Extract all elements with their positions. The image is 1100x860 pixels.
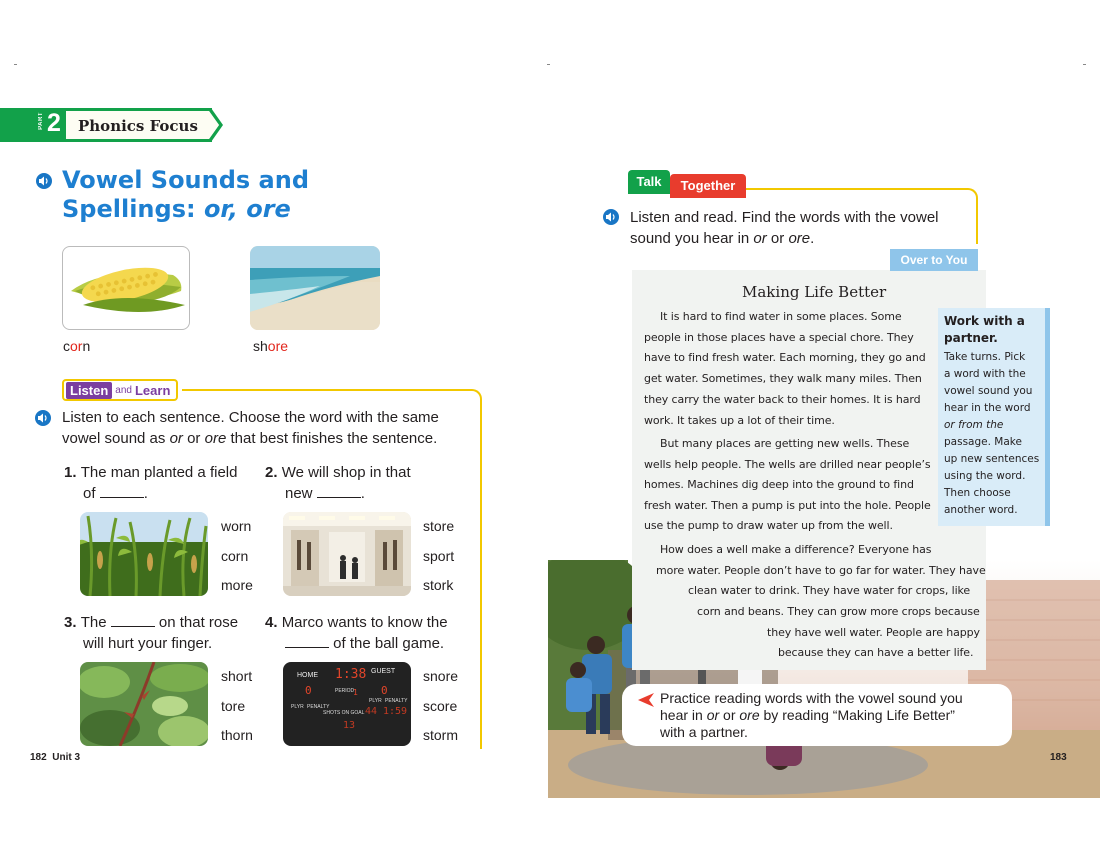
- scoreboard-penalty-left: PENALTY: [307, 704, 330, 710]
- key-word-corn: [63, 338, 90, 354]
- over-to-you-line: or from the: [944, 419, 1004, 431]
- question-line: [265, 612, 448, 633]
- page-folio-right: 183: [1050, 752, 1067, 763]
- choice[interactable]: thorn: [221, 727, 253, 743]
- question-line: [265, 633, 448, 654]
- question-line: [265, 462, 411, 483]
- key-word-part: sh: [253, 338, 268, 354]
- choice[interactable]: score: [423, 698, 458, 714]
- instruction-text: .: [810, 230, 815, 247]
- question-text: .: [143, 485, 148, 502]
- instruction-text: vowel sound as: [62, 430, 170, 447]
- spelling-or: or: [706, 707, 720, 723]
- choice[interactable]: snore: [423, 668, 459, 684]
- over-to-you-line: vowel sound you: [944, 385, 1033, 397]
- key-word-highlight: or: [70, 338, 83, 354]
- passage-line: corn and beans. They can grow more crops because: [697, 605, 980, 618]
- practice-fragment: hear in: [660, 707, 707, 723]
- over-to-you-line: Then choose: [944, 487, 1011, 499]
- scoreboard-guest: GUEST: [371, 668, 396, 675]
- scoreboard-time: 1:38: [335, 667, 367, 682]
- title-line-1: Vowel Sounds and: [62, 166, 310, 194]
- red-arrow-icon: [638, 693, 656, 707]
- choice[interactable]: worn: [221, 518, 252, 534]
- spelling-or: or: [169, 430, 183, 447]
- question-number: 2.: [265, 464, 278, 481]
- instruction-line-2: [62, 428, 439, 449]
- practice-line-1: Practice reading words with the vowel sound you: [660, 690, 963, 706]
- passage-line: work. It takes up a lot of their time.: [644, 414, 835, 427]
- page-folio-left: 182 Unit 3: [30, 752, 81, 763]
- question-line: will hurt your finger.: [83, 635, 213, 652]
- choice[interactable]: corn: [221, 548, 249, 564]
- scoreboard-shots-label: SHOTS ON GOAL: [323, 710, 365, 716]
- spelling-ore: ore: [788, 230, 811, 247]
- question-3: [64, 612, 238, 654]
- choice[interactable]: store: [423, 518, 455, 534]
- instruction-line-1: Listen and read. Find the words with the vowel: [630, 209, 939, 226]
- choice[interactable]: more: [221, 577, 253, 593]
- question-number: 4.: [265, 614, 278, 631]
- question-1: [64, 462, 237, 504]
- passage-line: more water. People don’t have to go far for water. They have: [656, 564, 986, 577]
- passage-line: wells help people. The wells are drilled near people’s: [644, 458, 931, 471]
- scoreboard-shots-home: 13: [343, 720, 356, 731]
- scoreboard-plyr-left: PLYR: [291, 704, 304, 710]
- question-text: new: [285, 485, 313, 502]
- question-line: [64, 483, 237, 504]
- over-to-you-line: hear in the word: [944, 402, 1031, 414]
- question-text: .: [360, 485, 365, 502]
- section-label-text: Phonics Focus: [78, 117, 198, 135]
- title-line-2: [62, 195, 309, 224]
- question-text: We will shop in that: [281, 464, 411, 481]
- corn-photo: [62, 246, 190, 330]
- over-to-you-heading-line: partner.: [944, 331, 998, 345]
- scoreboard-clock2: 1:59: [383, 706, 408, 717]
- together-label: Together: [670, 174, 746, 198]
- page-title: [62, 166, 309, 224]
- scoreboard-guest-score: 0: [381, 684, 388, 697]
- question-text: of the ball game.: [333, 635, 445, 652]
- passage-line: people in those places have a special chore. They: [644, 331, 914, 344]
- over-to-you-line: up new sentences: [944, 453, 1040, 465]
- instruction-text: that best finishes the sentence.: [226, 430, 438, 447]
- scoreboard-home: HOME: [297, 672, 318, 679]
- instruction-text: or: [766, 230, 789, 247]
- over-to-you-line: Take turns. Pick: [944, 351, 1026, 363]
- banner-arrow-icon: [208, 108, 224, 142]
- question-text: on that rose: [158, 614, 239, 631]
- speaker-icon[interactable]: [603, 209, 619, 225]
- practice-line-2: [660, 707, 963, 724]
- crop-mark: [1083, 64, 1086, 65]
- instruction-text: sound you hear in: [630, 230, 754, 247]
- part-number: 2: [47, 109, 61, 137]
- question-line: [265, 483, 411, 504]
- question-line: [64, 612, 238, 633]
- and-label: and: [115, 384, 132, 396]
- instruction-line-2: [630, 228, 939, 249]
- over-to-you-heading-line: Work with a: [944, 314, 1025, 328]
- thorn-photo: [80, 662, 208, 746]
- passage-line: homes. Machines dig deep into the ground to find: [644, 478, 914, 491]
- spelling-or: or: [753, 230, 767, 247]
- passage-line: get water. Sometimes, they walk many miles. Then: [644, 372, 922, 385]
- store-photo: [283, 512, 411, 596]
- question-text: Marco wants to know the: [281, 614, 448, 631]
- speaker-icon[interactable]: [35, 410, 51, 426]
- instruction-line-1: Listen to each sentence. Choose the word with the same: [62, 409, 439, 426]
- answer-blank: [285, 634, 329, 648]
- question-text: of: [83, 485, 96, 502]
- practice-fragment: by reading “Making Life Better”: [759, 707, 955, 723]
- practice-text: [660, 690, 963, 741]
- passage-line: fresh water. Then a pump is put into the hole. People: [644, 499, 931, 512]
- passage-title: Making Life Better: [742, 283, 887, 301]
- left-instructions: [62, 407, 439, 449]
- question-number: 3.: [64, 614, 77, 631]
- right-instructions: [630, 207, 939, 249]
- passage-line: But many places are getting new wells. These: [660, 437, 910, 450]
- scoreboard-photo: [283, 662, 411, 746]
- passage-line: because they can have a better life.: [778, 646, 974, 659]
- passage-line: have to find fresh water. Each morning, they go and: [644, 351, 926, 364]
- title-spellings: or, ore: [203, 195, 291, 223]
- question-4: [265, 612, 448, 654]
- choice[interactable]: storm: [423, 727, 458, 743]
- scoreboard-home-score: 0: [305, 684, 312, 697]
- talk-label: Talk: [628, 170, 670, 194]
- answer-blank: [111, 613, 155, 627]
- learn-label: Learn: [134, 382, 171, 398]
- practice-fragment: or: [719, 707, 740, 723]
- answer-blank: [100, 484, 144, 498]
- key-word-shore: [253, 338, 288, 354]
- scoreboard-penalty-right: PENALTY: [385, 698, 408, 704]
- listen-learn-tab: [62, 379, 178, 401]
- over-to-you-line: a word with the: [944, 368, 1026, 380]
- passage-line: clean water to drink. They have water for crops, like: [688, 584, 971, 597]
- spelling-ore: ore: [204, 430, 227, 447]
- crop-mark: [14, 64, 17, 65]
- speaker-icon[interactable]: [36, 173, 52, 189]
- answer-blank: [317, 484, 361, 498]
- question-number: 1.: [64, 464, 77, 481]
- question-line: [64, 462, 237, 483]
- passage-line: use the pump to draw water up from the well.: [644, 519, 893, 532]
- section-label: [66, 108, 212, 142]
- question-text: The man planted a field: [80, 464, 238, 481]
- scoreboard-period: 1: [353, 688, 358, 697]
- passage-line: It is hard to find water in some places. Some: [660, 310, 902, 323]
- part-banner: [0, 108, 222, 142]
- shore-photo: [250, 246, 380, 330]
- question-2: [265, 462, 411, 504]
- instruction-text: or: [182, 430, 205, 447]
- choice[interactable]: stork: [423, 577, 454, 593]
- question-text: The: [80, 614, 107, 631]
- over-to-you-line: another word.: [944, 504, 1018, 516]
- choice[interactable]: short: [221, 668, 253, 684]
- over-to-you-tab: Over to You: [890, 249, 978, 271]
- part-small-label: PART: [38, 112, 44, 130]
- key-word-highlight: ore: [267, 338, 289, 354]
- key-word-part: n: [82, 338, 91, 354]
- spelling-ore: ore: [739, 707, 760, 723]
- key-word-part: c: [63, 338, 70, 354]
- title-prefix: Spellings:: [62, 195, 204, 223]
- passage-line: they carry the water back to their homes. It is hard: [644, 393, 921, 406]
- over-to-you-line: passage. Make: [944, 436, 1022, 448]
- choice[interactable]: tore: [221, 698, 246, 714]
- passage-line: they have well water. People are happy: [767, 626, 980, 639]
- choice[interactable]: sport: [423, 548, 455, 564]
- scoreboard-shots-guest: 44: [365, 706, 378, 717]
- practice-line-3: with a partner.: [660, 724, 748, 740]
- over-to-you-line: using the word.: [944, 470, 1026, 482]
- listen-label: Listen: [66, 382, 112, 399]
- scoreboard-plyr-right: PLYR: [369, 698, 382, 704]
- crop-mark: [547, 64, 550, 65]
- passage-line: How does a well make a difference? Everyone has: [660, 543, 932, 556]
- scoreboard-period-label: PERIOD: [335, 688, 355, 694]
- cornfield-photo: [80, 512, 208, 596]
